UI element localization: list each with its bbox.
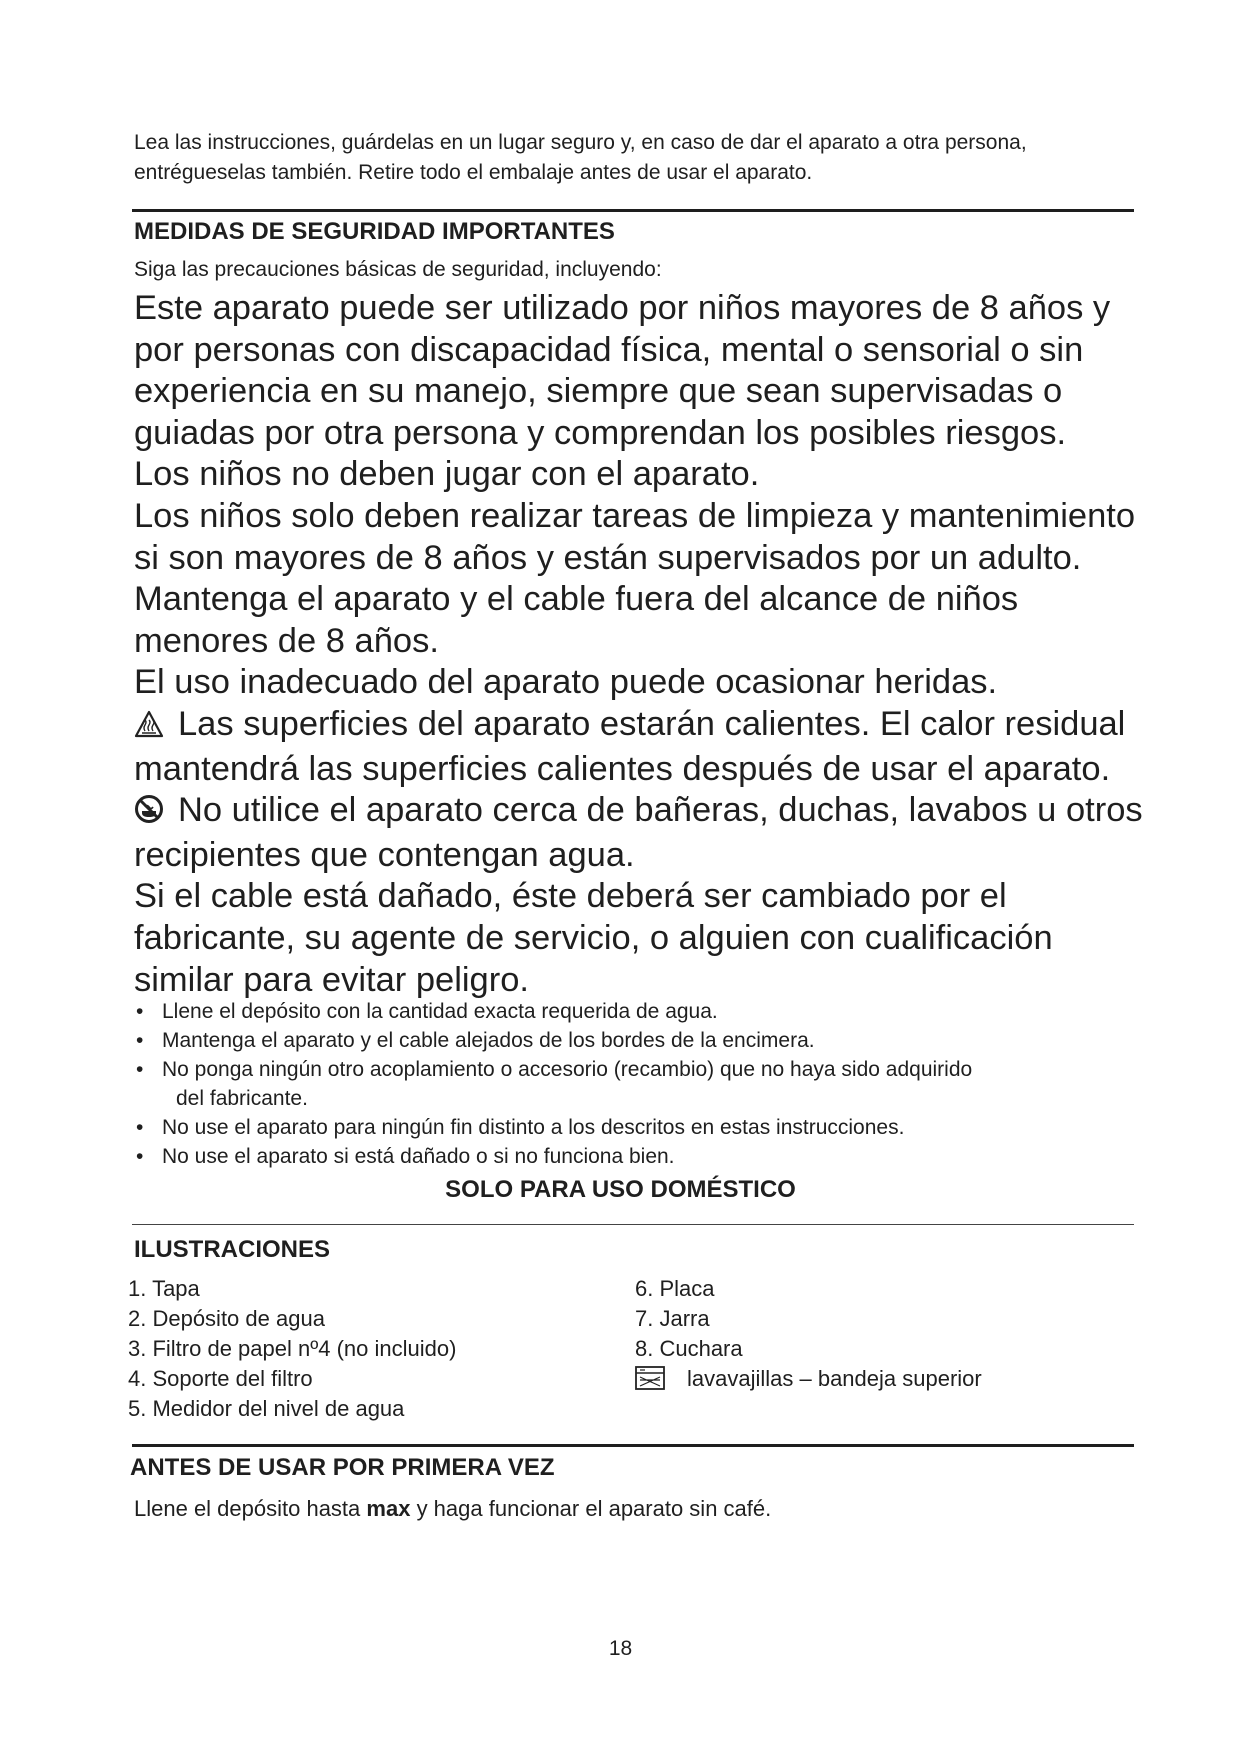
max-mark: max [366,1496,411,1521]
warning-text: No utilice el aparato cerca de bañeras, duchas, lavabos u otros recipientes que contengan agua. [134,791,1143,874]
list-item: • No ponga ningún otro acoplamiento o accesorio (recambio) que no haya sido adquirido [136,1055,1136,1084]
list-item: 8. Cuchara [635,1336,743,1361]
illustrations-list-left [128,1274,456,1424]
dishwasher-icon [635,1366,665,1398]
bullet-icon: • [136,1058,144,1081]
list-item: • No use el aparato para ningún fin distinto a los descritos en estas instrucciones. [136,1113,1136,1142]
bullet-icon: • [136,1000,144,1023]
list-item: 3. Filtro de papel nº4 (no incluido) [128,1336,457,1361]
list-item: • Llene el depósito con la cantidad exacta requerida de agua. [136,997,1136,1026]
page-number: 18 [608,1637,633,1660]
divider [132,209,1134,212]
list-item: 7. Jarra [635,1306,710,1331]
list-item: 1. Tapa [128,1276,200,1301]
hot-surface-icon [134,707,164,749]
warning-paragraph: Los niños solo deben realizar tareas de limpieza y mantenimiento si son mayores de 8 años y están supervisados por un adulto. [134,496,1136,577]
no-water-icon [134,793,164,835]
illustrations-list-right [635,1274,982,1394]
dishwasher-label: lavavajillas – bandeja superior [687,1366,982,1391]
warning-paragraph-hot [134,704,1144,790]
safety-subtitle: Siga las precauciones básicas de seguridad, incluyendo: [134,258,662,281]
bullet-icon: • [136,1029,144,1052]
divider [132,1224,1134,1225]
list-item: 5. Medidor del nivel de agua [128,1396,405,1421]
safety-bullets [136,997,1136,1171]
warning-text: Las superficies del aparato estarán calientes. El calor residual mantendrá las superficies calientes después de usar el aparato. [134,704,1126,788]
illustrations-heading: ILUSTRACIONES [134,1236,331,1263]
domestic-use-notice: SOLO PARA USO DOMÉSTICO [445,1176,796,1203]
first-use-heading: ANTES DE USAR POR PRIMERA VEZ [130,1454,555,1481]
safety-heading: MEDIDAS DE SEGURIDAD IMPORTANTES [134,218,615,245]
list-item: 2. Depósito de agua [128,1306,325,1331]
bullet-icon: • [136,1116,144,1139]
list-item-continuation: del fabricante. [176,1087,308,1110]
warning-paragraph: El uso inadecuado del aparato puede ocasionar heridas. [134,663,998,702]
first-use-text: Llene el depósito hasta max y haga funcionar el aparato sin café. [134,1496,772,1521]
list-item: 4. Soporte del filtro [128,1366,313,1391]
warning-paragraph: Mantenga el aparato y el cable fuera del alcance de niños menores de 8 años. [134,580,1019,660]
warning-paragraph: Este aparato puede ser utilizado por niños mayores de 8 años y por personas con discapacidad física, mental o sensorial o sin experiencia en su manejo, siempre que sean supervisadas o guiadas por otra persona y comprendan los posibles riesgos. [134,289,1111,452]
bullet-icon: • [136,1145,144,1168]
warning-paragraph: Si el cable está dañado, éste deberá ser cambiado por el fabricante, su agente de servicio, o alguien con cualificación similar para evitar peligro. [134,877,1053,999]
list-item-dishwasher [635,1364,982,1394]
warning-paragraph-water [134,790,1144,876]
safety-warnings [134,288,1144,1001]
list-item: • Mantenga el aparato y el cable alejados de los bordes de la encimera. [136,1026,1136,1055]
divider [132,1444,1134,1447]
intro-text: Lea las instrucciones, guárdelas en un lugar seguro y, en caso de dar el aparato a otra persona, entrégueselas también. Retire todo el embalaje antes de usar el aparato. [134,131,1027,184]
warning-paragraph: Los niños no deben jugar con el aparato. [134,455,760,494]
list-item: 6. Placa [635,1276,715,1301]
list-item: • No use el aparato si está dañado o si no funciona bien. [136,1142,1136,1171]
